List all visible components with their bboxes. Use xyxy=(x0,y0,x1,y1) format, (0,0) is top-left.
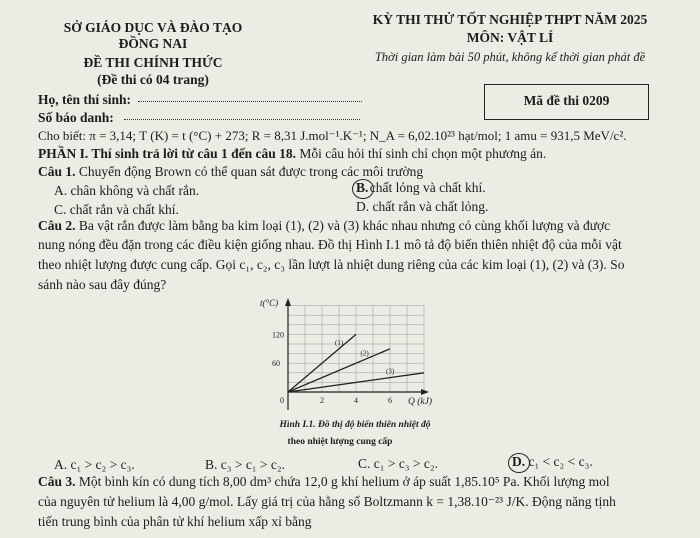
x-tick-label: 6 xyxy=(388,396,392,405)
y-tick-label: 60 xyxy=(272,359,280,369)
q1-option-a[interactable]: A. chân không và chất rắn. xyxy=(54,183,200,198)
y-axis-arrow xyxy=(285,298,291,306)
figure-caption-line1: Hình I.1. Đồ thị độ biến thiên nhiệt độ xyxy=(279,420,431,430)
series-label-1: (1) xyxy=(335,338,344,347)
x-tick-label: 4 xyxy=(354,396,358,405)
q2-option-b[interactable]: B. c₃ > c₁ > c₂. xyxy=(205,457,285,472)
header-official: ĐỀ THI CHÍNH THỨC xyxy=(83,55,223,70)
part1-instruction: Mỗi câu hỏi thí sinh chỉ chọn một phương án. xyxy=(295,146,547,161)
q2-option-d-circle xyxy=(508,453,530,473)
q1-stem xyxy=(38,164,423,180)
duration: Thời gian làm bài 50 phút, không kể thời gian phát đề xyxy=(374,50,646,64)
series-label-2: (2) xyxy=(360,349,369,358)
q2-line1 xyxy=(38,218,610,234)
y-tick-label: 120 xyxy=(272,330,284,340)
q2-option-d-text: c₁ < c₂ < c₃. xyxy=(525,454,593,469)
q1-option-b-text: chất lỏng và chất khí. xyxy=(366,180,486,195)
figure-caption-line2: theo nhiệt lượng cung cấp xyxy=(287,437,393,447)
part1-heading xyxy=(38,146,546,162)
part1-title: PHẦN I. Thí sinh trả lời từ câu 1 đến câu 18. xyxy=(38,146,296,161)
x-tick-label: 0 xyxy=(280,396,284,405)
y-axis-title: t(°C) xyxy=(260,298,279,308)
name-label: Họ, tên thí sinh: xyxy=(38,92,132,107)
series-label-3: (3) xyxy=(386,367,395,376)
q1-text: Chuyển động Brown có thể quan sát được trong các môi trường xyxy=(75,164,424,179)
id-label: Số báo danh: xyxy=(38,110,114,125)
x-tick-label: 2 xyxy=(320,396,324,405)
x-axis-arrow xyxy=(421,389,429,395)
q1-label: Câu 1. xyxy=(38,164,76,179)
q2-option-a[interactable]: A. c₁ > c₂ > c₃. xyxy=(54,457,135,472)
name-dots xyxy=(138,91,362,102)
q2-option-d-letter: D. xyxy=(512,454,526,469)
q2-option-c[interactable]: C. c₁ > c₃ > c₂. xyxy=(358,456,438,471)
q3-line2: của nguyên tử helium là 4,00 g/mol. Lấy giá trị của hằng số Boltzmann k = 1,38.10⁻²³ J/K. Động năng tịnh xyxy=(38,494,616,509)
subject: MÔN: VẬT LÍ xyxy=(466,30,554,45)
header-pages: (Đề thi có 04 trang) xyxy=(97,72,209,87)
header-department: SỞ GIÁO DỤC VÀ ĐÀO TẠO xyxy=(63,20,243,35)
given-constants: Cho biết: π = 3,14; T (K) = t (°C) + 273; R = 8,31 J.mol⁻¹.K⁻¹; N_A = 6,02.10²³ hạt/mol; 1 amu = 931,5 MeV/c². xyxy=(38,128,627,143)
x-axis-title: Q (kJ) xyxy=(408,397,432,407)
q2-option-d[interactable] xyxy=(512,454,593,470)
q2-line2: nung nóng đều đặn trong các điều kiện giống nhau. Đồ thị Hình I.1 mô tả độ biến thiên nhiệt độ của mỗi vật xyxy=(38,237,622,252)
q3-label: Câu 3. xyxy=(38,474,76,489)
q1-option-b-letter: B. xyxy=(356,180,369,195)
q1-option-c[interactable]: C. chất rắn và chất khí. xyxy=(54,202,179,217)
header-province: ĐỒNG NAI xyxy=(118,36,188,51)
q1-option-b[interactable] xyxy=(354,180,486,196)
q3-line1-text: Một bình kín có dung tích 8,00 dm³ chứa 12,0 g khí helium ở áp suất 1,85.10⁵ Pa. Khối lượng mol xyxy=(75,474,610,489)
q3-line1 xyxy=(38,474,610,490)
id-dots xyxy=(124,109,360,120)
exam-title: KỲ THI THỬ TỐT NGHIỆP THPT NĂM 2025 xyxy=(372,12,648,27)
q1-option-d[interactable]: D. chất rắn và chất lỏng. xyxy=(356,199,489,214)
q3-line3: tiến trung bình của phân tử khí helium xấp xỉ bằng xyxy=(38,514,312,529)
q2-line3: theo nhiệt lượng được cung cấp. Gọi c₁, c₂, c₃ lần lượt là nhiệt dung riêng của các kim loại (1), (2) và (3). So xyxy=(38,257,625,272)
q2-line1-text: Ba vật rắn được làm bằng ba kim loại (1), (2) và (3) khác nhau nhưng có cùng khối lượng và được xyxy=(75,218,611,233)
exam-code: Mã đề thi 0209 xyxy=(523,93,610,108)
q2-label: Câu 2. xyxy=(38,218,76,233)
q2-line4: sánh nào sau đây đúng? xyxy=(38,277,167,292)
